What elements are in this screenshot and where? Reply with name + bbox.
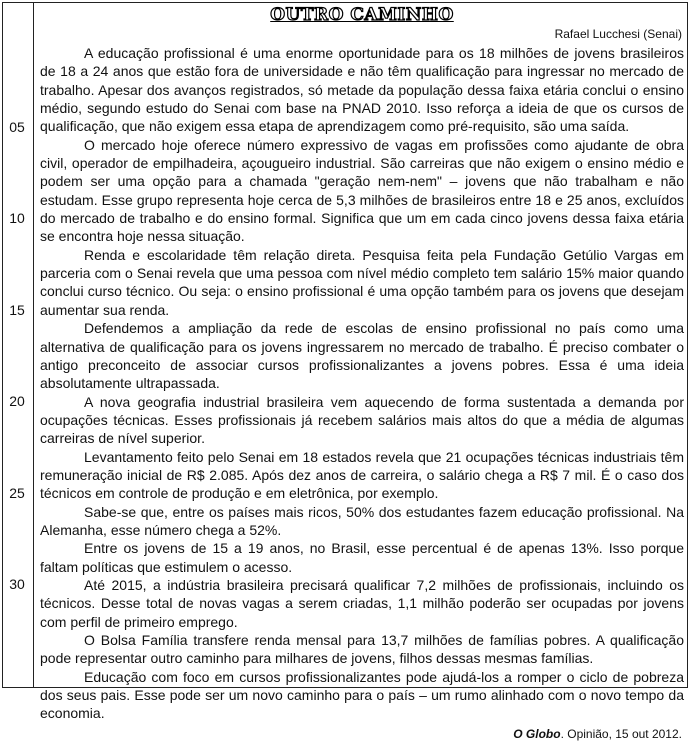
line-number: 20 (9, 393, 25, 409)
article-title: OUTRO CAMINHO (270, 5, 454, 25)
article-content (40, 4, 684, 743)
paragraph: Entre os jovens de 15 a 19 anos, no Brasil, esse percentual é de apenas 13%. Isso porque faltam políticas que estimulem o acesso. (40, 540, 684, 575)
line-number: 10 (9, 210, 25, 226)
paragraph: Defendemos a ampliação da rede de escolas de ensino profissional no país como uma alternativa de qualificação para os jovens ingressarem no mercado de trabalho. É preciso combater o antigo preconceito de associar cursos profissionalizantes a jovens pobres. Essa é uma ideia absolutamente ultrapassada. (40, 320, 684, 392)
paragraph: Educação com foco em cursos profissionalizantes pode ajudá-los a romper o ciclo de pobreza dos seus pais. Esse pode ser um novo caminho para o país – um rumo alinhado com o novo tempo da economia. (40, 668, 684, 722)
line-number: 15 (9, 302, 25, 318)
paragraph: Até 2015, a indústria brasileira precisará qualificar 7,2 milhões de profissionais, incluindo os técnicos. Desse total de novas vagas a serem criadas, 1,1 milhão poderão ser ocupadas por jovens com perfil de primeiro emprego. (40, 576, 684, 630)
line-number: 05 (9, 119, 25, 135)
paragraph: A educação profissional é uma enorme oportunidade para os 18 milhões de jovens brasileiros de 18 a 24 anos que estão fora de universidade e não têm qualificação para ingressar no mercado de trabalho. Apesar dos avanços registrados, só metade da população dessa faixa etária conclui o ensino médio, segundo estudo do Senai com base na PNAD 2010. Isso reforça a ideia de que os cursos de qualificação, que não exigem essa etapa de aprendizagem como pré-requisito, são uma saída. (40, 45, 684, 135)
paragraph: A nova geografia industrial brasileira vem aquecendo de forma sustentada a demanda por ocupações técnicas. Esses profissionais já recebem salários mais altos do que a média de algumas carreiras de nível superior. (40, 393, 684, 447)
paragraph: Renda e escolaridade têm relação direta. Pesquisa feita pela Fundação Getúlio Vargas em parceria com o Senai revela que uma pessoa com nível médio completo tem salário 15% maior quando conclui curso técnico. Ou seja: o ensino profissional é uma opção também para os jovens que desejam aumentar sua renda. (40, 246, 684, 318)
paragraph: O Bolsa Família transfere renda mensal para 13,7 milhões de famílias pobres. A qualificação pode representar outro caminho para milhares de jovens, filhos dessas mesmas famílias. (40, 632, 684, 667)
line-number: 30 (9, 576, 25, 592)
article-author: Rafael Lucchesi (Senai) (554, 27, 682, 41)
line-number-gutter (2, 2, 34, 688)
paragraph: Sabe-se que, entre os países mais ricos, 50% dos estudantes fazem educação profissional. Na Alemanha, esse número chega a 52%. (40, 503, 684, 538)
paragraph: O mercado hoje oferece número expressivo de vagas em profissões como ajudante de obra civil, operador de empilhadeira, açougueiro industrial. São carreiras que não exigem o ensino médio e podem ser uma opção para a chamada "geração nem-nem" – jovens que não trabalham e não estudam. Esse grupo representa hoje cerca de 5,3 milhões de brasileiros entre 18 e 25 anos, excluídos do mercado de trabalho e do ensino formal. Significa que um em cada cinco jovens dessa faixa etária se encontra hoje nessa situação. (40, 136, 684, 245)
source-details: . Opinião, 15 out 2012. (560, 726, 682, 741)
paragraph: Levantamento feito pelo Senai em 18 estados revela que 21 ocupações técnicas industriais têm remuneração inicial de R$ 2.085. Após dez anos de carreira, o salário chega a R$ 7 mil. É o caso dos técnicos em controle de produção e em eletrônica, por exemplo. (40, 448, 684, 502)
article-source (40, 725, 682, 743)
line-number: 25 (9, 485, 25, 501)
source-publication: O Globo (513, 726, 561, 741)
